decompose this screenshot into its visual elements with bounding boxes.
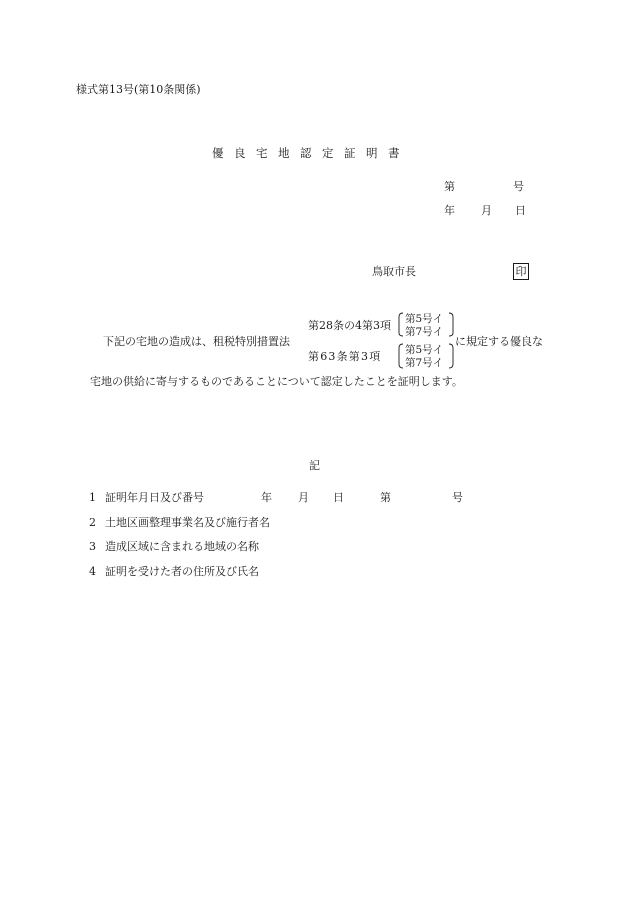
certificate-number-go: 号 <box>513 180 524 193</box>
item-number-3: 3 <box>89 540 96 553</box>
item-label-3: 造成区域に含まれる地域の名称 <box>105 540 259 553</box>
law-a-option-7: 第7号イ <box>405 326 444 338</box>
item-label-4: 証明を受けた者の住所及び氏名 <box>105 565 259 578</box>
seal-stamp: 印 <box>513 263 529 280</box>
form-number-label: 様式第13号(第10条関係) <box>76 83 201 96</box>
issuer-name: 鳥取市長 <box>372 265 416 278</box>
item1-month: 月 <box>298 491 309 504</box>
item1-year: 年 <box>261 491 272 504</box>
law-article-63: 第63条第3項 <box>308 350 382 363</box>
law-article-28: 第28条の4第3項 <box>308 319 391 332</box>
left-bracket-top <box>399 313 403 336</box>
right-bracket-bottom <box>449 344 453 368</box>
option-brackets <box>396 311 458 373</box>
body-tail-text: に規定する優良な <box>455 335 543 348</box>
left-bracket-bottom <box>399 344 403 368</box>
item-number-1: 1 <box>89 491 96 504</box>
item1-day: 日 <box>333 491 344 504</box>
document-title: 優良宅地認定証明書 <box>212 146 410 160</box>
item1-go: 号 <box>452 491 463 504</box>
right-bracket-top <box>449 313 453 336</box>
item-number-2: 2 <box>89 516 96 529</box>
law-b-option-5: 第5号イ <box>405 344 444 356</box>
item-label-1: 証明年月日及び番号 <box>105 491 204 504</box>
law-a-option-5: 第5号イ <box>405 313 444 325</box>
ki-heading: 記 <box>309 459 320 472</box>
item-number-4: 4 <box>89 565 96 578</box>
certificate-number-dai: 第 <box>444 180 455 193</box>
body-lead-text: 下記の宅地の造成は、租税特別措置法 <box>103 335 290 348</box>
issue-date-day: 日 <box>515 204 526 217</box>
issue-date-month: 月 <box>481 204 492 217</box>
issue-date-year: 年 <box>444 204 455 217</box>
item-label-2: 土地区画整理事業名及び施行者名 <box>105 516 270 529</box>
body-second-line: 宅地の供給に寄与するものであることについて認定したことを証明します。 <box>90 375 463 388</box>
law-b-option-7: 第7号イ <box>405 357 444 369</box>
item1-dai: 第 <box>380 491 391 504</box>
